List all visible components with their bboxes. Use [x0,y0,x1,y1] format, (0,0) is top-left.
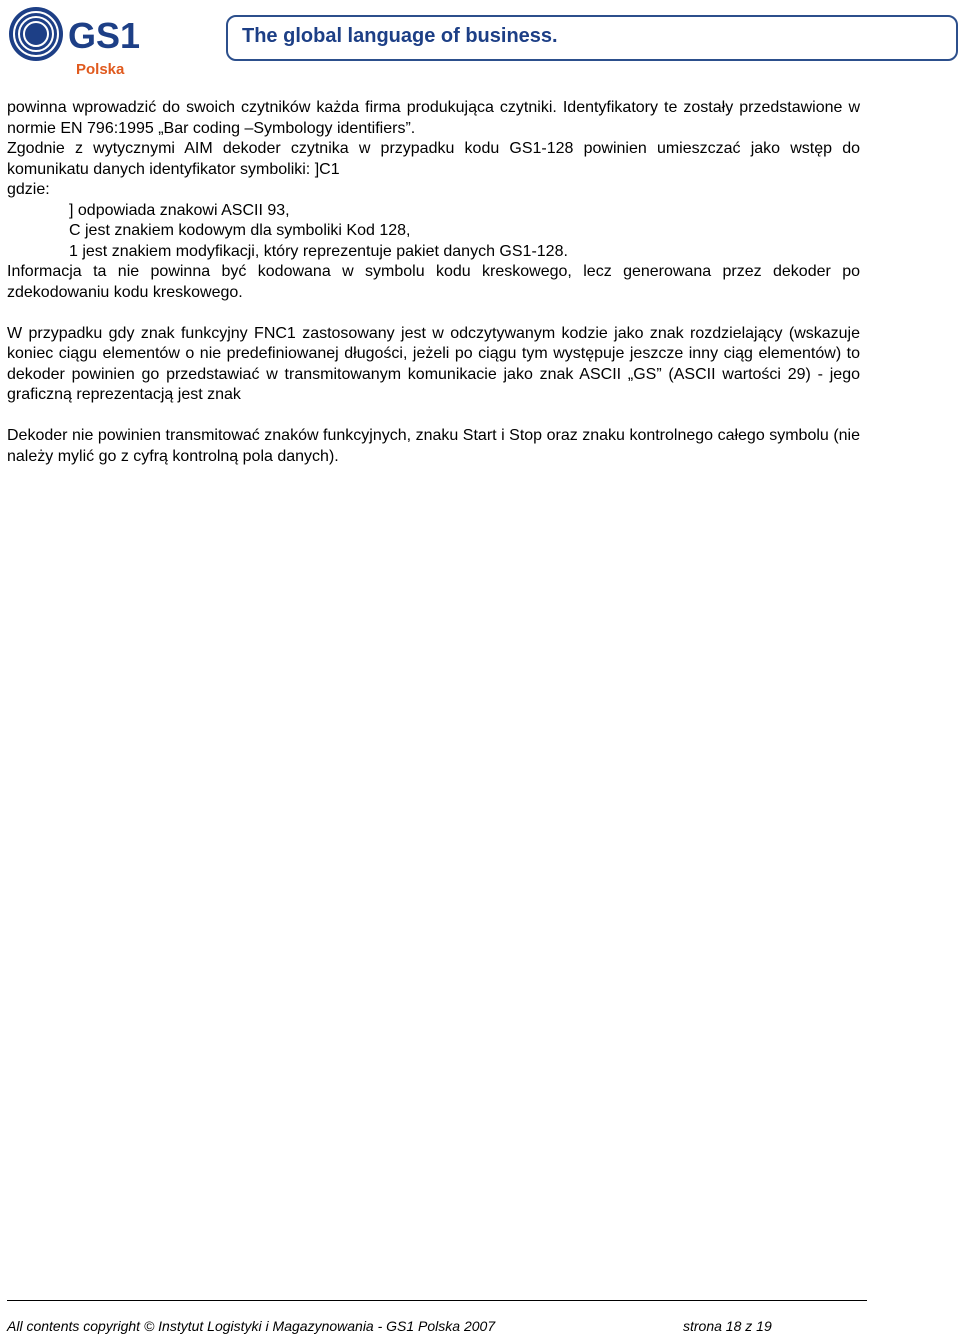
page-header [0,0,960,90]
footer-copyright: All contents copyright © Instytut Logistyki i Magazynowania - GS1 Polska 2007 [7,1318,496,1334]
document-body [7,98,860,467]
paragraph-4: Informacja ta nie powinna być kodowana w symbolu kodu kreskowego, lecz generowana przez dekoder po zdekodowaniu kodu kreskowego. [7,263,860,301]
footer-page-number: strona 18 z 19 [683,1318,772,1334]
tagline: The global language of business. [242,25,558,47]
tagline-box [226,15,958,61]
logo-subtitle: Polska [76,61,125,78]
list-item: ] odpowiada znakowi ASCII 93, [69,201,290,219]
list-item: C jest znakiem kodowym dla symboliki Kod 128, [69,222,411,239]
paragraph-1: powinna wprowadzić do swoich czytników każda firma produkująca czytniki. Identyfikatory te zostały przedstawione w normie EN 796:1995 „Bar coding –Symbology identifiers”. [7,99,860,137]
paragraph-5: W przypadku gdy znak funkcyjny FNC1 zastosowany jest w odczytywanym kodzie jako znak rozdzielający (wskazuje koniec ciągu elementów o nie predefiniowanej długości, jeżeli po ciągu tym występuje jeszcze inny ciąg elementów) to dekoder powinien go przedstawiać w transmitowanym komunikacie jako znak ASCII „GS” (ASCII wartości 29) - jego graficzną reprezentacją jest znak [7,324,860,403]
paragraph-6: Dekoder nie powinien transmitować znaków funkcyjnych, znaku Start i Stop oraz znaku kontrolnego całego symbolu (nie należy mylić go z cyfrą kontrolną pola danych). [7,427,860,465]
paragraph-3: gdzie: [7,181,50,198]
definition-list [7,201,860,263]
paragraph-2: Zgodnie z wytycznymi AIM dekoder czytnika w przypadku kodu GS1-128 powinien umieszczać jako wstęp do komunikatu danych identyfikator symboliki: ]C1 [7,140,860,178]
footer-divider [7,1300,867,1301]
logo-text: GS1 [68,15,141,56]
list-item: 1 jest znakiem modyfikacji, który reprezentuje pakiet danych GS1-128. [69,242,568,260]
